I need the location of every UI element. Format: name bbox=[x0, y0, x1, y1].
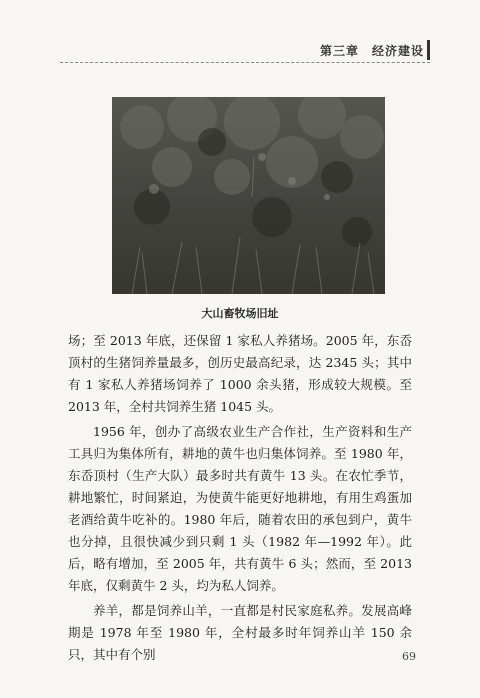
chapter-title: 第三章 经济建设 bbox=[319, 44, 424, 58]
body-text bbox=[68, 330, 412, 669]
photo-old-pasture-icon bbox=[112, 97, 385, 294]
header-divider bbox=[60, 62, 430, 63]
paragraph-2: 1956 年，创办了高级农业生产合作社，生产资料和生产工具归为集体所有，耕地的黄牛也归集体饲养。至 1980 年，东岙顶村（生产大队）最多时共有黄牛 13 头。在农忙季节，耕地繁忙，时间紧迫，为使黄牛能更好地耕地，有用生鸡蛋加老酒给黄牛吃补的。1980 年后，随着农田的承包到户，黄牛也分掉，且很快减少到只剩 1 头（1982 年—1992 年）。此后，略有增加，至 2005 年，共有黄牛 6 头；然而，至 2013 年底，仅剩黄牛 2 头，均为私人饲养。 bbox=[68, 424, 412, 593]
header-marker-bar bbox=[427, 40, 430, 60]
pasture-photo bbox=[112, 97, 385, 294]
page-header bbox=[0, 40, 480, 64]
page-number: 69 bbox=[402, 650, 416, 663]
paragraph-3: 养羊，都是饲养山羊，一直都是村民家庭私养。发展高峰期是 1978 年至 1980 年，全村最多时年饲养山羊 150 余只，其中有个别 bbox=[68, 603, 412, 662]
figure-caption: 大山畜牧场旧址 bbox=[201, 307, 279, 320]
paragraph-1: 场；至 2013 年底，还保留 1 家私人养猪场。2005 年，东岙顶村的生猪饲养量最多，创历史最高纪录，达 2345 头；其中有 1 家私人养猪场饲养了 1000 余头猪，形成较大规模。至 2013 年，全村共饲养生猪 1045 头。 bbox=[68, 333, 412, 414]
